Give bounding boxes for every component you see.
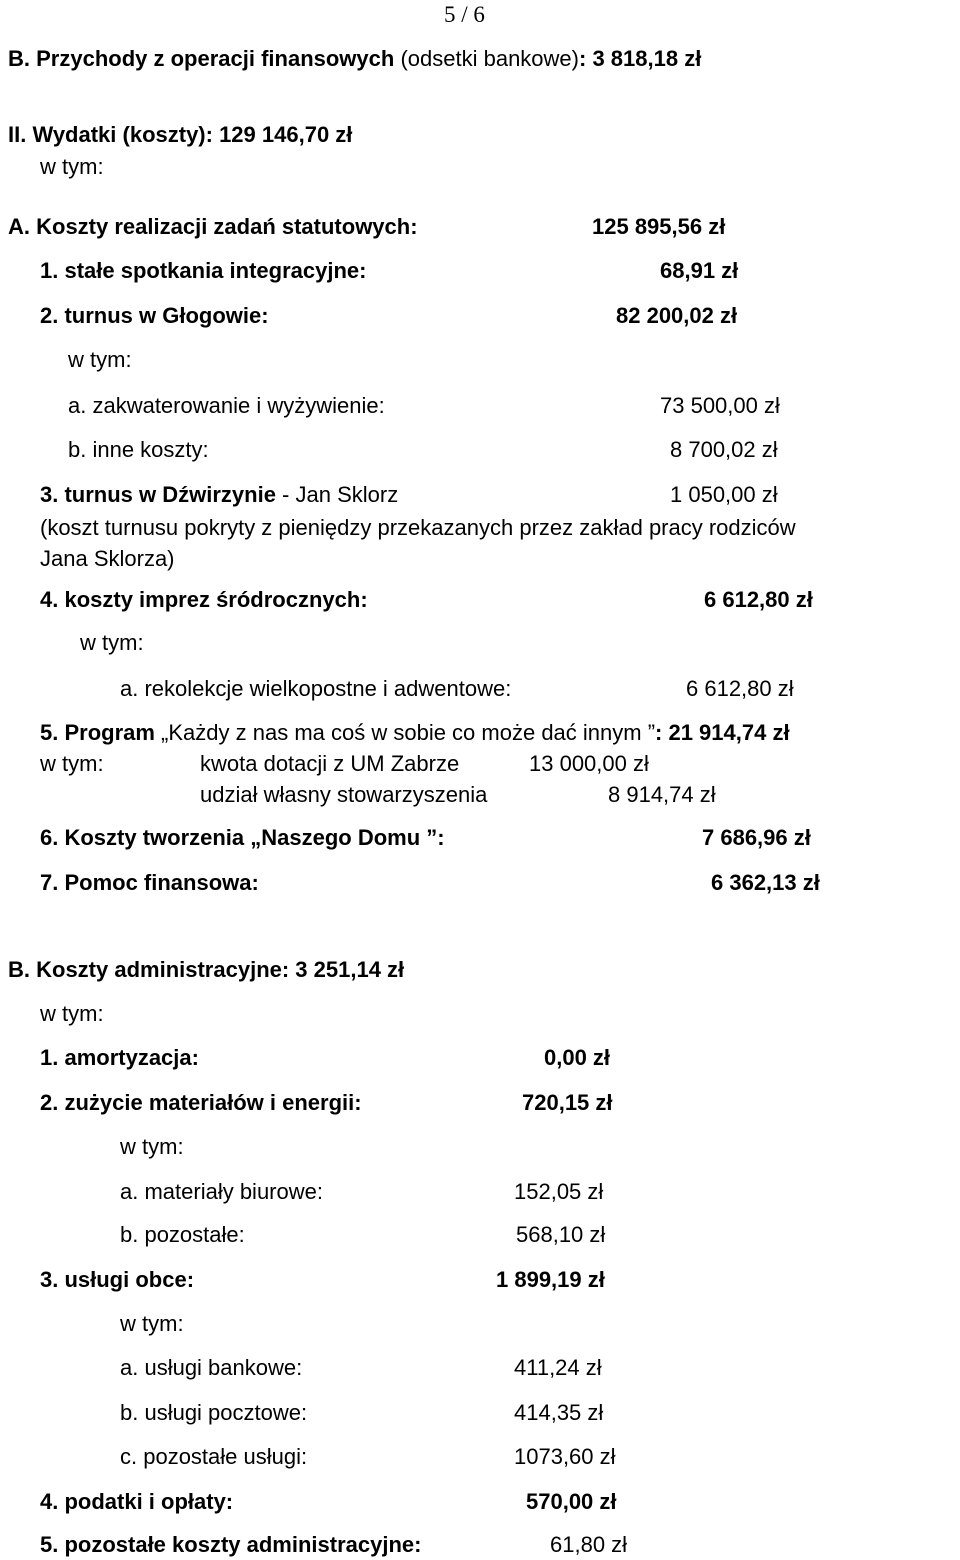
admin-w-tym: w tym: xyxy=(40,1001,104,1026)
program-own-value: 8 914,74 zł xyxy=(608,782,716,807)
materials-energy-value: 720,15 zł xyxy=(522,1090,613,1115)
materials-other-label: b. pozostałe: xyxy=(120,1222,245,1247)
admin-costs-label: B. Koszty administracyjne: 3 251,14 zł xyxy=(8,957,405,982)
program-own-label: udział własny stowarzyszenia xyxy=(200,782,488,807)
midyear-events-value: 6 612,80 zł xyxy=(704,587,813,612)
dzwirzyno-camp-label: 3. turnus w Dźwirzynie xyxy=(40,482,276,507)
dzwirzyno-note-line2: Jana Sklorza) xyxy=(40,546,175,571)
financial-aid-label: 7. Pomoc finansowa: xyxy=(40,870,259,895)
postal-services-value: 414,35 zł xyxy=(514,1400,604,1425)
depreciation-value: 0,00 zł xyxy=(544,1045,611,1070)
glogow-other-value: 8 700,02 zł xyxy=(670,437,778,462)
financial-aid-value: 6 362,13 zł xyxy=(711,870,820,895)
program-value: : 21 914,74 zł xyxy=(655,720,790,745)
page-number: 5 / 6 xyxy=(444,2,485,27)
bank-services-label: a. usługi bankowe: xyxy=(120,1355,303,1380)
office-supplies-value: 152,05 zł xyxy=(514,1179,604,1204)
income-financial-label: B. Przychody z operacji finansowych xyxy=(8,46,395,71)
external-services-value: 1 899,19 zł xyxy=(496,1267,605,1292)
glogow-camp-value: 82 200,02 zł xyxy=(616,303,738,328)
income-financial-value: : 3 818,18 zł xyxy=(579,46,702,71)
retreats-label: a. rekolekcje wielkopostne i adwentowe: xyxy=(120,676,512,701)
postal-services-label: b. usługi pocztowe: xyxy=(120,1400,308,1425)
program-grant-value: 13 000,00 zł xyxy=(529,751,649,776)
program-title: „Każdy z nas ma coś w sobie co może dać innym ” xyxy=(154,720,656,745)
glogow-accommodation-label: a. zakwaterowanie i wyżywienie: xyxy=(68,393,385,418)
materials-energy-label: 2. zużycie materiałów i energii: xyxy=(40,1090,362,1115)
other-admin-value: 61,80 zł xyxy=(550,1532,628,1557)
program-label: 5. Program xyxy=(40,720,155,745)
our-home-label: 6. Koszty tworzenia „Naszego Domu ”: xyxy=(40,825,445,850)
other-admin-label: 5. pozostałe koszty administracyjne: xyxy=(40,1532,422,1557)
retreats-value: 6 612,80 zł xyxy=(686,676,794,701)
midyear-events-label: 4. koszty imprez śródrocznych: xyxy=(40,587,368,612)
glogow-w-tym: w tym: xyxy=(68,347,132,372)
expenses-heading: II. Wydatki (koszty): 129 146,70 zł xyxy=(8,122,353,147)
materials-other-value: 568,10 zł xyxy=(516,1222,606,1247)
taxes-fees-value: 570,00 zł xyxy=(526,1489,617,1514)
program-row xyxy=(40,720,790,746)
taxes-fees-label: 4. podatki i opłaty: xyxy=(40,1489,234,1514)
glogow-accommodation-value: 73 500,00 zł xyxy=(660,393,780,418)
income-financial-row xyxy=(8,46,701,72)
expenses-w-tym: w tym: xyxy=(40,154,104,179)
our-home-value: 7 686,96 zł xyxy=(702,825,811,850)
services-w-tym: w tym: xyxy=(120,1311,184,1336)
midyear-w-tym: w tym: xyxy=(80,630,144,655)
dzwirzyno-camp-person: - Jan Sklorz xyxy=(275,482,399,507)
program-w-tym: w tym: xyxy=(40,751,104,776)
integration-meetings-label: 1. stałe spotkania integracyjne: xyxy=(40,258,367,283)
other-services-label: c. pozostałe usługi: xyxy=(120,1444,308,1469)
office-supplies-label: a. materiały biurowe: xyxy=(120,1179,323,1204)
bank-services-value: 411,24 zł xyxy=(514,1355,602,1380)
program-grant-label: kwota dotacji z UM Zabrze xyxy=(200,751,460,776)
integration-meetings-value: 68,91 zł xyxy=(660,258,739,283)
dzwirzyno-camp-value: 1 050,00 zł xyxy=(670,482,778,507)
external-services-label: 3. usługi obce: xyxy=(40,1267,195,1292)
materials-w-tym: w tym: xyxy=(120,1134,184,1159)
statutory-costs-label: A. Koszty realizacji zadań statutowych: xyxy=(8,214,418,239)
other-services-value: 1073,60 zł xyxy=(514,1444,616,1469)
depreciation-label: 1. amortyzacja: xyxy=(40,1045,199,1070)
income-financial-note: (odsetki bankowe) xyxy=(400,46,579,71)
glogow-camp-label: 2. turnus w Głogowie: xyxy=(40,303,269,328)
dzwirzyno-camp-row xyxy=(40,482,398,508)
statutory-costs-value: 125 895,56 zł xyxy=(592,214,726,239)
glogow-other-label: b. inne koszty: xyxy=(68,437,209,462)
dzwirzyno-note-line1: (koszt turnusu pokryty z pieniędzy przekazanych przez zakład pracy rodziców xyxy=(40,515,796,540)
